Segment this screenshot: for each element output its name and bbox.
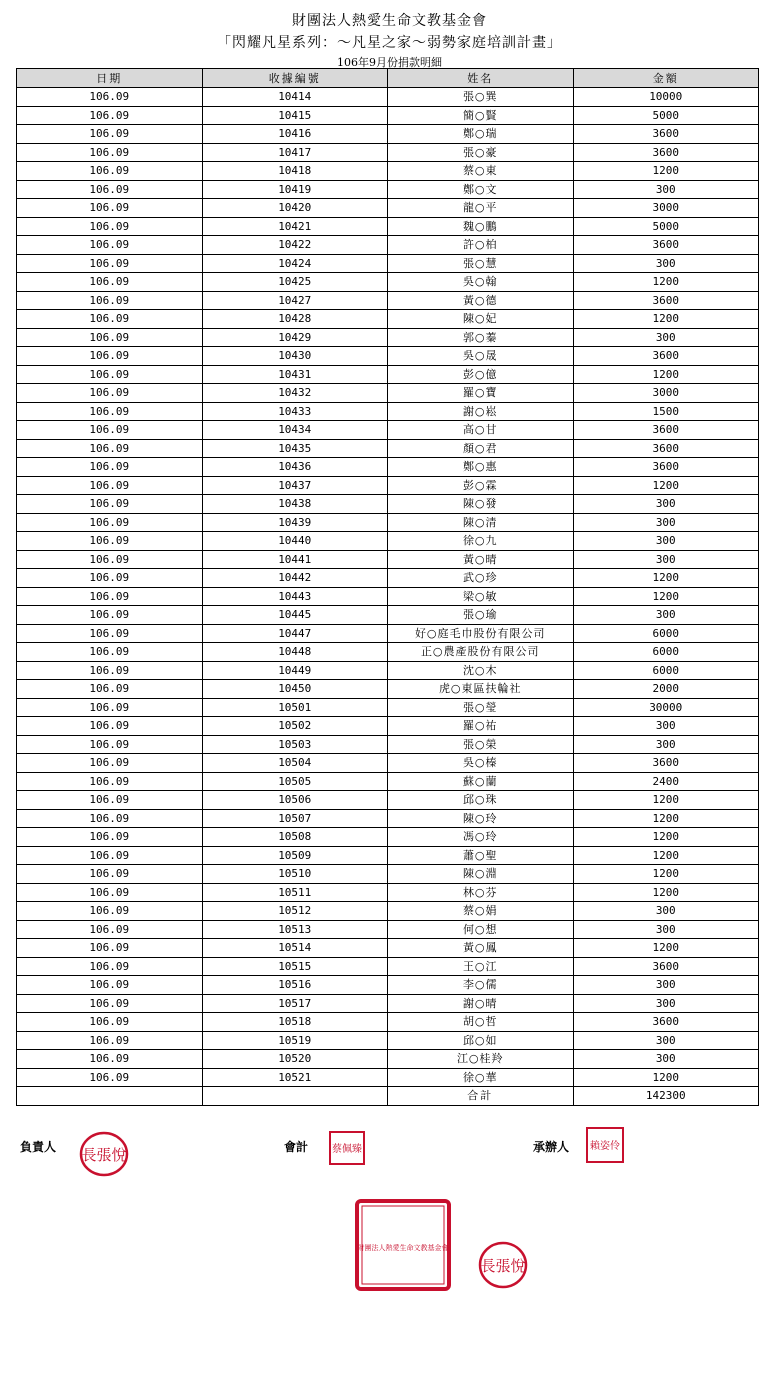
cell-donor-name: 沈○木 (388, 661, 574, 680)
table-row (17, 180, 759, 199)
cell-amount: 3600 (573, 125, 759, 144)
cell-date: 106.09 (17, 476, 203, 495)
cell-receipt-number: 10419 (202, 180, 388, 199)
cell-date: 106.09 (17, 421, 203, 440)
cell-receipt-number: 10432 (202, 384, 388, 403)
cell-date: 106.09 (17, 828, 203, 847)
cell-receipt-number: 10414 (202, 88, 388, 107)
accountant-seal-text: 蔡佩臻 (332, 1144, 362, 1155)
cell-amount: 2400 (573, 772, 759, 791)
cell-date: 106.09 (17, 439, 203, 458)
cell-date: 106.09 (17, 1013, 203, 1032)
table-row (17, 476, 759, 495)
cell-date: 106.09 (17, 347, 203, 366)
table-row (17, 994, 759, 1013)
cell-receipt-number: 10439 (202, 513, 388, 532)
cell-amount: 10000 (573, 88, 759, 107)
cell-receipt-number: 10427 (202, 291, 388, 310)
table-row (17, 550, 759, 569)
cell-donor-name: 顏○君 (388, 439, 574, 458)
cell-date: 106.09 (17, 236, 203, 255)
cell-amount: 3000 (573, 199, 759, 218)
cell-date: 106.09 (17, 217, 203, 236)
cell-date: 106.09 (17, 125, 203, 144)
cell-receipt-number: 10448 (202, 643, 388, 662)
cell-receipt-number: 10502 (202, 717, 388, 736)
cell-receipt-number: 10445 (202, 606, 388, 625)
cell-receipt-number: 10508 (202, 828, 388, 847)
cell-date: 106.09 (17, 88, 203, 107)
cell-donor-name: 羅○祐 (388, 717, 574, 736)
table-row (17, 495, 759, 514)
cell-receipt-number: 10428 (202, 310, 388, 329)
cell-date: 106.09 (17, 384, 203, 403)
cell-date: 106.09 (17, 698, 203, 717)
cell-receipt-number: 10511 (202, 883, 388, 902)
cell-amount: 1200 (573, 162, 759, 181)
table-row (17, 513, 759, 532)
cell-donor-name: 彭○霖 (388, 476, 574, 495)
cell-receipt-number: 10513 (202, 920, 388, 939)
cell-date: 106.09 (17, 569, 203, 588)
cell-donor-name: 鄭○惠 (388, 458, 574, 477)
cell-receipt-number: 10431 (202, 365, 388, 384)
table-row (17, 957, 759, 976)
cell-donor-name: 張○慧 (388, 254, 574, 273)
cell-amount: 300 (573, 1050, 759, 1069)
table-row (17, 199, 759, 218)
cell-amount: 300 (573, 532, 759, 551)
cell-donor-name: 張○瑩 (388, 698, 574, 717)
cell-date: 106.09 (17, 902, 203, 921)
cell-receipt-number: 10501 (202, 698, 388, 717)
cell-receipt-number: 10514 (202, 939, 388, 958)
cell-amount: 300 (573, 495, 759, 514)
cell-receipt-number: 10415 (202, 106, 388, 125)
cell-date: 106.09 (17, 606, 203, 625)
cell-amount: 30000 (573, 698, 759, 717)
cell-amount: 1200 (573, 365, 759, 384)
cell-receipt-number: 10518 (202, 1013, 388, 1032)
cell-amount: 3600 (573, 1013, 759, 1032)
cell-receipt-number: 10429 (202, 328, 388, 347)
cell-amount: 300 (573, 550, 759, 569)
total-value: 142300 (573, 1087, 759, 1106)
cell-date: 106.09 (17, 772, 203, 791)
table-row (17, 421, 759, 440)
cell-date: 106.09 (17, 402, 203, 421)
cell-donor-name: 好○庭毛巾股份有限公司 (388, 624, 574, 643)
cell-amount: 3000 (573, 384, 759, 403)
cell-date: 106.09 (17, 994, 203, 1013)
cell-amount: 300 (573, 735, 759, 754)
table-row (17, 328, 759, 347)
cell-amount: 300 (573, 328, 759, 347)
org-title: 財團法人熱愛生命文教基金會 (292, 13, 487, 29)
cell-receipt-number: 10440 (202, 532, 388, 551)
cell-donor-name: 羅○寶 (388, 384, 574, 403)
total-label: 合計 (388, 1087, 574, 1106)
cell-donor-name: 彭○億 (388, 365, 574, 384)
cell-date: 106.09 (17, 865, 203, 884)
cell-donor-name: 徐○九 (388, 532, 574, 551)
table-row (17, 865, 759, 884)
table-row (17, 680, 759, 699)
cell-receipt-number: 10520 (202, 1050, 388, 1069)
column-header-date: 日期 (17, 69, 203, 88)
table-row (17, 754, 759, 773)
table-row (17, 809, 759, 828)
cell-receipt-number: 10441 (202, 550, 388, 569)
chair-seal-2-text: 長張悅 (480, 1257, 526, 1275)
chair-seal-stamp-2 (477, 1240, 529, 1290)
chair-seal-stamp (78, 1130, 130, 1178)
total-empty-cell (17, 1087, 203, 1106)
chair-label: 負責人 (20, 1140, 57, 1154)
cell-amount: 300 (573, 717, 759, 736)
cell-receipt-number: 10434 (202, 421, 388, 440)
cell-date: 106.09 (17, 143, 203, 162)
total-empty-cell (202, 1087, 388, 1106)
table-row (17, 217, 759, 236)
cell-amount: 3600 (573, 347, 759, 366)
cell-amount: 1200 (573, 846, 759, 865)
cell-receipt-number: 10425 (202, 273, 388, 292)
table-row (17, 310, 759, 329)
handler-seal-stamp (585, 1126, 625, 1164)
cell-date: 106.09 (17, 310, 203, 329)
cell-donor-name: 黃○晴 (388, 550, 574, 569)
cell-donor-name: 魏○鵬 (388, 217, 574, 236)
cell-donor-name: 蔡○東 (388, 162, 574, 181)
cell-date: 106.09 (17, 846, 203, 865)
cell-donor-name: 張○豪 (388, 143, 574, 162)
table-row (17, 587, 759, 606)
table-row (17, 365, 759, 384)
cell-donor-name: 邱○珠 (388, 791, 574, 810)
table-row (17, 976, 759, 995)
cell-donor-name: 正○農產股份有限公司 (388, 643, 574, 662)
cell-receipt-number: 10421 (202, 217, 388, 236)
cell-amount: 3600 (573, 439, 759, 458)
cell-donor-name: 謝○崧 (388, 402, 574, 421)
table-row (17, 643, 759, 662)
cell-date: 106.09 (17, 643, 203, 662)
total-row (17, 1087, 759, 1106)
cell-donor-name: 何○想 (388, 920, 574, 939)
table-row (17, 846, 759, 865)
table-row (17, 717, 759, 736)
table-row (17, 828, 759, 847)
cell-amount: 1200 (573, 476, 759, 495)
cell-date: 106.09 (17, 587, 203, 606)
table-row (17, 902, 759, 921)
cell-donor-name: 邱○如 (388, 1031, 574, 1050)
cell-donor-name: 許○柏 (388, 236, 574, 255)
cell-amount: 300 (573, 976, 759, 995)
table-row (17, 162, 759, 181)
cell-receipt-number: 10516 (202, 976, 388, 995)
table-row (17, 532, 759, 551)
accountant-seal-stamp (328, 1130, 366, 1166)
cell-receipt-number: 10442 (202, 569, 388, 588)
cell-receipt-number: 10510 (202, 865, 388, 884)
cell-date: 106.09 (17, 624, 203, 643)
cell-amount: 3600 (573, 291, 759, 310)
cell-date: 106.09 (17, 735, 203, 754)
table-row (17, 661, 759, 680)
cell-receipt-number: 10417 (202, 143, 388, 162)
table-row (17, 143, 759, 162)
cell-amount: 1500 (573, 402, 759, 421)
cell-donor-name: 江○桂羚 (388, 1050, 574, 1069)
cell-amount: 6000 (573, 643, 759, 662)
table-row (17, 624, 759, 643)
cell-amount: 6000 (573, 624, 759, 643)
cell-amount: 1200 (573, 587, 759, 606)
table-row (17, 439, 759, 458)
cell-amount: 300 (573, 606, 759, 625)
cell-donor-name: 陳○發 (388, 495, 574, 514)
table-row (17, 772, 759, 791)
cell-donor-name: 胡○哲 (388, 1013, 574, 1032)
table-row (17, 1050, 759, 1069)
handler-seal-text: 賴姿伶 (590, 1141, 620, 1152)
cell-receipt-number: 10420 (202, 199, 388, 218)
cell-amount: 1200 (573, 809, 759, 828)
cell-donor-name: 武○珍 (388, 569, 574, 588)
cell-amount: 300 (573, 1031, 759, 1050)
cell-donor-name: 蘇○蘭 (388, 772, 574, 791)
cell-donor-name: 黃○鳳 (388, 939, 574, 958)
cell-donor-name: 張○瑜 (388, 606, 574, 625)
cell-date: 106.09 (17, 754, 203, 773)
cell-donor-name: 虎○東區扶輪社 (388, 680, 574, 699)
cell-amount: 3600 (573, 421, 759, 440)
cell-amount: 1200 (573, 569, 759, 588)
cell-date: 106.09 (17, 495, 203, 514)
cell-date: 106.09 (17, 273, 203, 292)
cell-receipt-number: 10506 (202, 791, 388, 810)
cell-donor-name: 吳○晟 (388, 347, 574, 366)
table-row (17, 883, 759, 902)
table-row (17, 384, 759, 403)
cell-date: 106.09 (17, 550, 203, 569)
cell-receipt-number: 10422 (202, 236, 388, 255)
cell-receipt-number: 10438 (202, 495, 388, 514)
cell-donor-name: 李○儒 (388, 976, 574, 995)
table-row (17, 106, 759, 125)
cell-donor-name: 王○江 (388, 957, 574, 976)
cell-date: 106.09 (17, 920, 203, 939)
cell-receipt-number: 10437 (202, 476, 388, 495)
cell-amount: 1200 (573, 310, 759, 329)
cell-amount: 1200 (573, 865, 759, 884)
cell-donor-name: 陳○淵 (388, 865, 574, 884)
cell-donor-name: 蔡○娟 (388, 902, 574, 921)
table-row (17, 402, 759, 421)
cell-date: 106.09 (17, 661, 203, 680)
cell-receipt-number: 10433 (202, 402, 388, 421)
column-header-amount: 金額 (573, 69, 759, 88)
cell-amount: 6000 (573, 661, 759, 680)
cell-date: 106.09 (17, 291, 203, 310)
cell-donor-name: 龍○平 (388, 199, 574, 218)
cell-donor-name: 黃○德 (388, 291, 574, 310)
table-row (17, 939, 759, 958)
cell-date: 106.09 (17, 1050, 203, 1069)
cell-receipt-number: 10515 (202, 957, 388, 976)
cell-date: 106.09 (17, 199, 203, 218)
cell-receipt-number: 10512 (202, 902, 388, 921)
cell-donor-name: 鄭○瑞 (388, 125, 574, 144)
cell-date: 106.09 (17, 532, 203, 551)
table-row (17, 88, 759, 107)
cell-amount: 3600 (573, 143, 759, 162)
handler-label: 承辦人 (533, 1140, 570, 1154)
table-header-row (17, 69, 759, 88)
cell-date: 106.09 (17, 939, 203, 958)
cell-receipt-number: 10517 (202, 994, 388, 1013)
cell-date: 106.09 (17, 957, 203, 976)
cell-donor-name: 陳○清 (388, 513, 574, 532)
table-row (17, 347, 759, 366)
cell-date: 106.09 (17, 458, 203, 477)
cell-donor-name: 梁○敏 (388, 587, 574, 606)
cell-receipt-number: 10521 (202, 1068, 388, 1087)
cell-amount: 1200 (573, 939, 759, 958)
table-row (17, 458, 759, 477)
table-row (17, 698, 759, 717)
cell-receipt-number: 10507 (202, 809, 388, 828)
project-title: 「閃耀凡星系列：～凡星之家～弱勢家庭培訓計畫」 (217, 35, 562, 51)
table-row (17, 291, 759, 310)
cell-donor-name: 林○芬 (388, 883, 574, 902)
donation-table (16, 68, 759, 1106)
cell-date: 106.09 (17, 365, 203, 384)
cell-amount: 3600 (573, 458, 759, 477)
cell-donor-name: 郭○蓁 (388, 328, 574, 347)
cell-amount: 1200 (573, 1068, 759, 1087)
table-row (17, 254, 759, 273)
cell-date: 106.09 (17, 513, 203, 532)
cell-amount: 300 (573, 513, 759, 532)
column-header-name: 姓名 (388, 69, 574, 88)
foundation-seal-text: 財團法人熱愛生命文教基金會 (357, 1244, 449, 1252)
cell-date: 106.09 (17, 680, 203, 699)
cell-receipt-number: 10416 (202, 125, 388, 144)
cell-receipt-number: 10450 (202, 680, 388, 699)
table-row (17, 273, 759, 292)
foundation-official-seal (354, 1198, 452, 1292)
cell-amount: 5000 (573, 217, 759, 236)
cell-donor-name: 簡○賢 (388, 106, 574, 125)
cell-date: 106.09 (17, 976, 203, 995)
cell-amount: 300 (573, 254, 759, 273)
cell-date: 106.09 (17, 717, 203, 736)
table-row (17, 920, 759, 939)
cell-amount: 2000 (573, 680, 759, 699)
report-subtitle: 106年9月份捐款明細 (337, 56, 442, 69)
cell-date: 106.09 (17, 809, 203, 828)
table-row (17, 1068, 759, 1087)
table-row (17, 125, 759, 144)
cell-amount: 300 (573, 920, 759, 939)
cell-amount: 300 (573, 902, 759, 921)
cell-amount: 300 (573, 994, 759, 1013)
accountant-label: 會計 (284, 1140, 309, 1154)
cell-receipt-number: 10435 (202, 439, 388, 458)
cell-receipt-number: 10503 (202, 735, 388, 754)
cell-donor-name: 吳○翰 (388, 273, 574, 292)
cell-donor-name: 吳○榛 (388, 754, 574, 773)
cell-date: 106.09 (17, 791, 203, 810)
cell-receipt-number: 10418 (202, 162, 388, 181)
cell-date: 106.09 (17, 1031, 203, 1050)
cell-receipt-number: 10504 (202, 754, 388, 773)
cell-donor-name: 鄭○文 (388, 180, 574, 199)
cell-donor-name: 徐○華 (388, 1068, 574, 1087)
cell-date: 106.09 (17, 106, 203, 125)
table-row (17, 735, 759, 754)
cell-donor-name: 陳○妃 (388, 310, 574, 329)
cell-receipt-number: 10436 (202, 458, 388, 477)
cell-amount: 1200 (573, 828, 759, 847)
table-row (17, 1013, 759, 1032)
cell-receipt-number: 10509 (202, 846, 388, 865)
cell-amount: 1200 (573, 791, 759, 810)
cell-amount: 1200 (573, 273, 759, 292)
cell-amount: 5000 (573, 106, 759, 125)
cell-donor-name: 張○榮 (388, 735, 574, 754)
cell-date: 106.09 (17, 328, 203, 347)
cell-donor-name: 馮○玲 (388, 828, 574, 847)
cell-amount: 3600 (573, 957, 759, 976)
table-row (17, 606, 759, 625)
cell-date: 106.09 (17, 254, 203, 273)
cell-receipt-number: 10505 (202, 772, 388, 791)
cell-amount: 3600 (573, 236, 759, 255)
cell-receipt-number: 10519 (202, 1031, 388, 1050)
column-header-receipt: 收據編號 (202, 69, 388, 88)
table-row (17, 791, 759, 810)
cell-receipt-number: 10424 (202, 254, 388, 273)
chair-seal-text: 長張悅 (81, 1146, 127, 1164)
cell-amount: 300 (573, 180, 759, 199)
cell-receipt-number: 10449 (202, 661, 388, 680)
cell-donor-name: 陳○玲 (388, 809, 574, 828)
cell-date: 106.09 (17, 162, 203, 181)
table-row (17, 569, 759, 588)
cell-amount: 3600 (573, 754, 759, 773)
cell-amount: 1200 (573, 883, 759, 902)
cell-date: 106.09 (17, 1068, 203, 1087)
cell-donor-name: 蕭○聖 (388, 846, 574, 865)
cell-receipt-number: 10447 (202, 624, 388, 643)
table-row (17, 236, 759, 255)
table-row (17, 1031, 759, 1050)
cell-donor-name: 謝○晴 (388, 994, 574, 1013)
cell-date: 106.09 (17, 180, 203, 199)
cell-receipt-number: 10430 (202, 347, 388, 366)
cell-receipt-number: 10443 (202, 587, 388, 606)
cell-donor-name: 高○甘 (388, 421, 574, 440)
cell-date: 106.09 (17, 883, 203, 902)
cell-donor-name: 張○巽 (388, 88, 574, 107)
